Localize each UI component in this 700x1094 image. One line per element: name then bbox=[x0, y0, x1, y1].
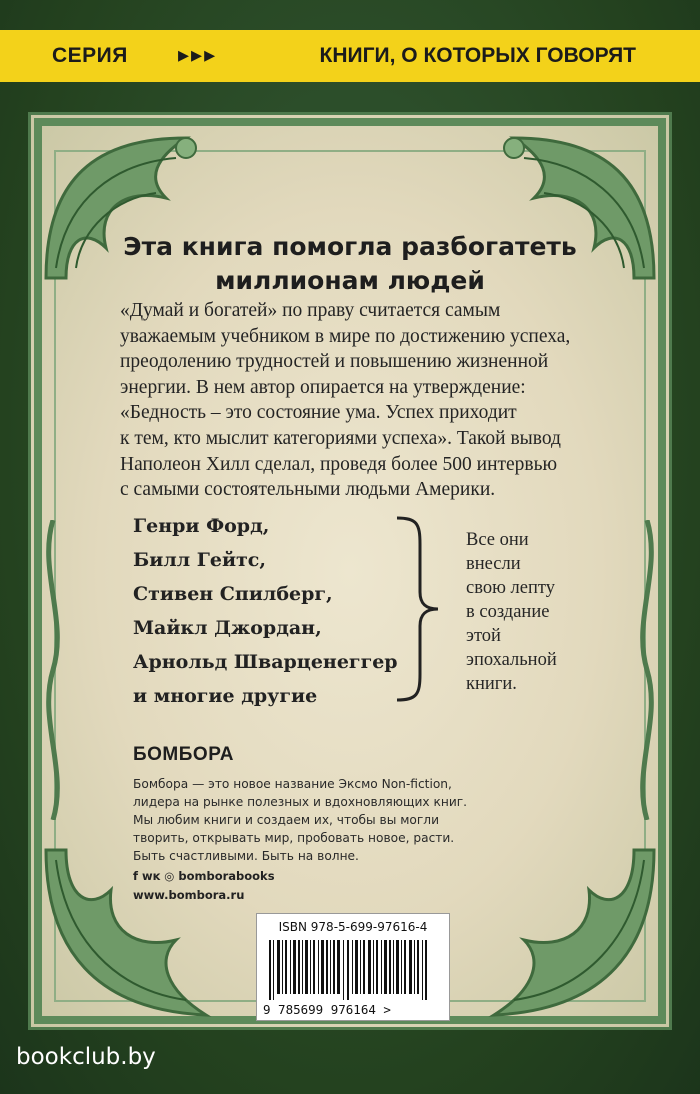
social-icons: f ᴡᴋ ◎ bbox=[133, 869, 175, 883]
barcode-digits: 9 785699 976164 > bbox=[263, 1002, 391, 1017]
headline-line-2: миллионам людей bbox=[215, 266, 485, 295]
series-name: КНИГИ, О КОТОРЫХ ГОВОРЯТ bbox=[319, 44, 636, 67]
name-item: и многие другие bbox=[133, 685, 318, 707]
description-line: энергии. В нем автор опирается на утверждение: bbox=[120, 376, 526, 398]
name-item: Билл Гейтс, bbox=[133, 549, 266, 571]
side-note-line: Все они bbox=[466, 530, 529, 550]
publisher-line: Быть счастливыми. Быть на волне. bbox=[133, 849, 359, 863]
description-line: Наполеон Хилл сделал, проведя более 500 интервью bbox=[120, 453, 558, 475]
publisher-line: Бомбора — это новое название Эксмо Non-fiction, bbox=[133, 777, 452, 791]
description-line: к тем, кто мыслит категориями успеха». Такой вывод bbox=[120, 427, 561, 449]
series-banner bbox=[0, 30, 700, 82]
description-line: «Бедность – это состояние ума. Успех приходит bbox=[120, 402, 517, 424]
name-item: Майкл Джордан, bbox=[133, 617, 322, 639]
social-links[interactable] bbox=[133, 869, 275, 883]
description bbox=[120, 298, 600, 503]
barcode-icon bbox=[267, 940, 439, 1000]
publisher-logo: БОМБОРА bbox=[133, 744, 234, 765]
side-note-line: этой bbox=[466, 626, 501, 646]
side-note-line: свою лепту bbox=[466, 578, 555, 598]
side-note bbox=[466, 528, 606, 696]
arrows-icon: ▸▸▸ bbox=[178, 42, 218, 67]
description-line: с самыми состоятельными людьми Америки. bbox=[120, 479, 496, 501]
barcode-box bbox=[256, 913, 450, 1021]
description-line: преодолению трудностей и повышению жизненной bbox=[120, 351, 549, 373]
publisher-line: Мы любим книги и создаем их, чтобы вы могли bbox=[133, 813, 440, 827]
name-item: Стивен Спилберг, bbox=[133, 583, 333, 605]
side-note-line: эпохальной bbox=[466, 650, 557, 670]
name-item: Генри Форд, bbox=[133, 515, 270, 537]
social-handle: bomborabooks bbox=[178, 869, 275, 883]
publisher-line: лидера на рынке полезных и вдохновляющих книг. bbox=[133, 795, 468, 809]
description-line: уважаемым учебником в мире по достижению успеха, bbox=[120, 325, 571, 347]
name-item: Арнольд Шварценеггер bbox=[133, 651, 398, 673]
headline bbox=[90, 230, 610, 298]
side-note-line: книги. bbox=[466, 674, 517, 694]
description-line: «Думай и богатей» по праву считается самым bbox=[120, 300, 501, 321]
headline-line-1: Эта книга помогла разбогатеть bbox=[123, 232, 577, 261]
website-link[interactable]: www.bombora.ru bbox=[133, 888, 245, 902]
isbn-label: ISBN 978-5-699-97616-4 bbox=[278, 920, 428, 934]
bottom-right-ornament-icon bbox=[464, 840, 664, 1030]
series-label: СЕРИЯ bbox=[52, 44, 128, 67]
famous-names-list bbox=[133, 509, 398, 713]
side-note-line: в создание bbox=[466, 602, 550, 622]
left-side-scroll-icon bbox=[38, 520, 68, 820]
curly-brace-icon bbox=[392, 514, 442, 704]
source-watermark: bookclub.by bbox=[16, 1044, 156, 1070]
publisher-description bbox=[133, 775, 553, 865]
right-side-scroll-icon bbox=[632, 520, 662, 820]
side-note-line: внесли bbox=[466, 554, 521, 574]
publisher-line: творить, открывать мир, пробовать новое, расти. bbox=[133, 831, 455, 845]
